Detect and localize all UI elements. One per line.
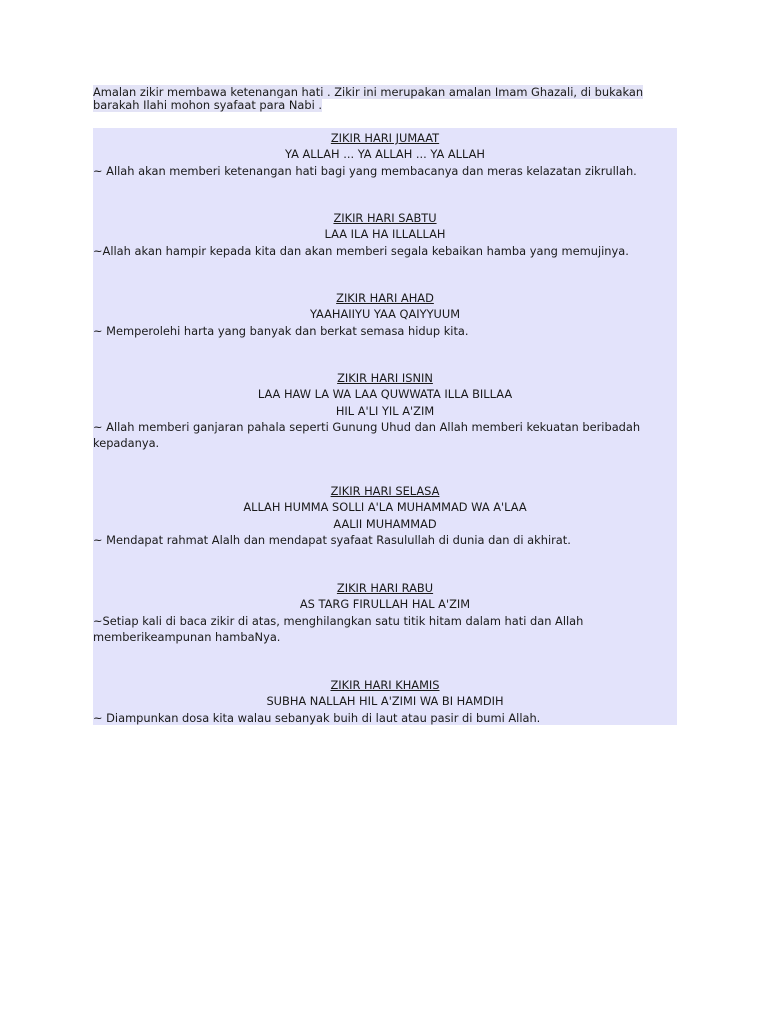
intro-paragraph: [93, 86, 663, 112]
section-title: ZIKIR HARI SELASA: [330, 484, 440, 498]
section-description: ~ Allah akan memberi ketenangan hati bagi yang membacanya dan meras kelazatan zikrullah.: [93, 163, 637, 178]
intro-text: Amalan zikir membawa ketenangan hati . Zikir ini merupakan amalan Imam Ghazali, di bukakan barakah Ilahi mohon syafaat para Nabi .: [93, 85, 644, 112]
section-rabu: [93, 580, 677, 645]
zikir-line: ALLAH HUMMA SOLLI A'LA MUHAMMAD WA A'LAA: [243, 500, 527, 515]
section-title: ZIKIR HARI JUMAAT: [330, 131, 440, 145]
zikir-line: YA ALLAH ... YA ALLAH ... YA ALLAH: [285, 147, 485, 162]
zikir-line: LAA ILA HA ILLALLAH: [324, 227, 446, 242]
section-description: ~ Allah memberi ganjaran pahala seperti Gunung Uhud dan Allah memberi kekuatan beribadah kepadanya.: [93, 419, 641, 451]
section-khamis: [93, 677, 677, 726]
section-title: ZIKIR HARI ISNIN: [337, 371, 433, 385]
section-selasa: [93, 483, 677, 548]
section-description: ~ Memperolehi harta yang banyak dan berkat semasa hidup kita.: [93, 323, 469, 338]
zikir-line: SUBHA NALLAH HIL A'ZIMI WA BI HAMDIH: [266, 694, 504, 709]
section-title: ZIKIR HARI AHAD: [336, 291, 434, 305]
section-jumaat: [93, 130, 677, 179]
section-description: ~ Diampunkan dosa kita walau sebanyak buih di laut atau pasir di bumi Allah.: [93, 710, 541, 725]
section-sabtu: [93, 210, 677, 259]
section-description: ~Allah akan hampir kepada kita dan akan memberi segala kebaikan hamba yang memujinya.: [93, 243, 629, 258]
zikir-line: HIL A'LI YIL A'ZIM: [335, 403, 435, 418]
section-title: ZIKIR HARI SABTU: [333, 211, 437, 225]
zikir-line: AS TARG FIRULLAH HAL A'ZIM: [299, 597, 471, 612]
zikir-box: [93, 128, 677, 725]
section-title: ZIKIR HARI RABU: [336, 581, 434, 595]
section-isnin: [93, 370, 677, 451]
section-description: ~Setiap kali di baca zikir di atas, menghilangkan satu titik hitam dalam hati dan Allah memberikeampunan hambaNya.: [93, 613, 584, 644]
zikir-line: AALII MUHAMMAD: [333, 516, 437, 531]
section-ahad: [93, 290, 677, 339]
zikir-line: LAA HAW LA WA LAA QUWWATA ILLA BILLAA: [257, 387, 513, 402]
section-title: ZIKIR HARI KHAMIS: [330, 678, 440, 692]
zikir-line: YAAHAIIYU YAA QAIYYUUM: [309, 307, 461, 322]
section-description: ~ Mendapat rahmat Alalh dan mendapat syafaat Rasulullah di dunia dan di akhirat.: [93, 532, 571, 547]
